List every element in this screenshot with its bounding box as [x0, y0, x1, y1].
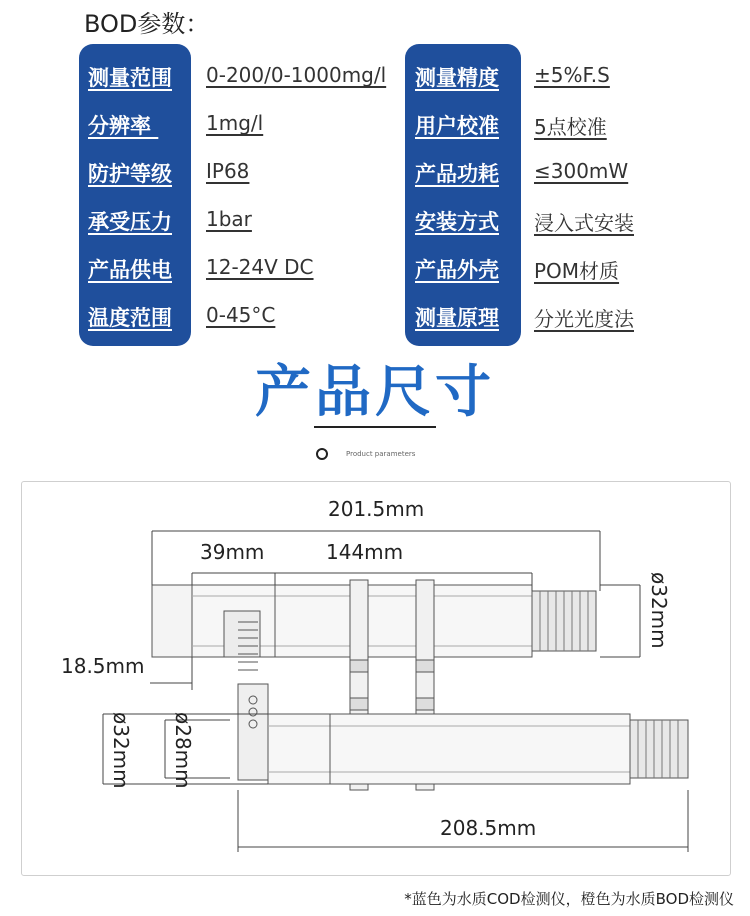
- spec-label: 防护等级: [88, 162, 172, 186]
- probe-top-cap: [152, 585, 192, 657]
- spec-label: 产品外壳: [415, 258, 499, 282]
- spec-value: 5点校准: [534, 115, 607, 139]
- spec-label: 测量原理: [415, 306, 499, 330]
- footnote: *蓝色为水质COD检测仪，橙色为水质BOD检测仪: [404, 890, 734, 908]
- spec-label: 承受压力: [88, 210, 172, 234]
- spec-label: 用户校准: [415, 114, 499, 138]
- spec-value: POM材质: [534, 259, 620, 283]
- spec-label: 测量范围: [88, 66, 172, 90]
- spec-label: 温度范围: [88, 306, 172, 330]
- dim-b: 144mm: [326, 540, 404, 564]
- spec-label: 安装方式: [415, 210, 499, 234]
- probe-bottom-body: [268, 714, 630, 784]
- dim-dia-left2: ø28mm: [171, 712, 195, 789]
- dim-total-top: 201.5mm: [328, 497, 425, 521]
- spec-value: ≤300mW: [534, 159, 629, 183]
- terminal-column: [238, 684, 268, 780]
- dim-dia-top: ø32mm: [647, 572, 671, 649]
- terminal-block: [224, 611, 260, 657]
- spec-value: ±5%F.S: [534, 63, 610, 87]
- spec-value: 1mg/l: [206, 111, 264, 135]
- spec-label: 测量精度: [415, 66, 499, 90]
- section-subtitle: Product parameters: [346, 450, 416, 458]
- dim-dia-left1: ø32mm: [109, 712, 133, 789]
- probe-bottom-thread: [630, 720, 688, 778]
- dim-c: 18.5mm: [61, 654, 145, 678]
- spec-value: IP68: [206, 159, 250, 183]
- spec-value: 0-200/0-1000mg/l: [206, 63, 387, 87]
- spec-value: 12-24V DC: [206, 255, 314, 279]
- spec-label: 产品供电: [88, 258, 172, 282]
- spec-value: 0-45°C: [206, 303, 276, 327]
- section-title: 产品尺寸: [255, 360, 495, 425]
- spec-value: 分光光度法: [534, 307, 634, 331]
- dim-total-bottom: 208.5mm: [440, 816, 537, 840]
- spec-value: 浸入式安装: [534, 211, 634, 235]
- spec-label: 产品功耗: [415, 162, 499, 186]
- spec-title: BOD参数：: [84, 10, 210, 38]
- spec-value: 1bar: [206, 207, 252, 231]
- dim-a: 39mm: [200, 540, 265, 564]
- spec-label: 分辨率: [88, 114, 159, 138]
